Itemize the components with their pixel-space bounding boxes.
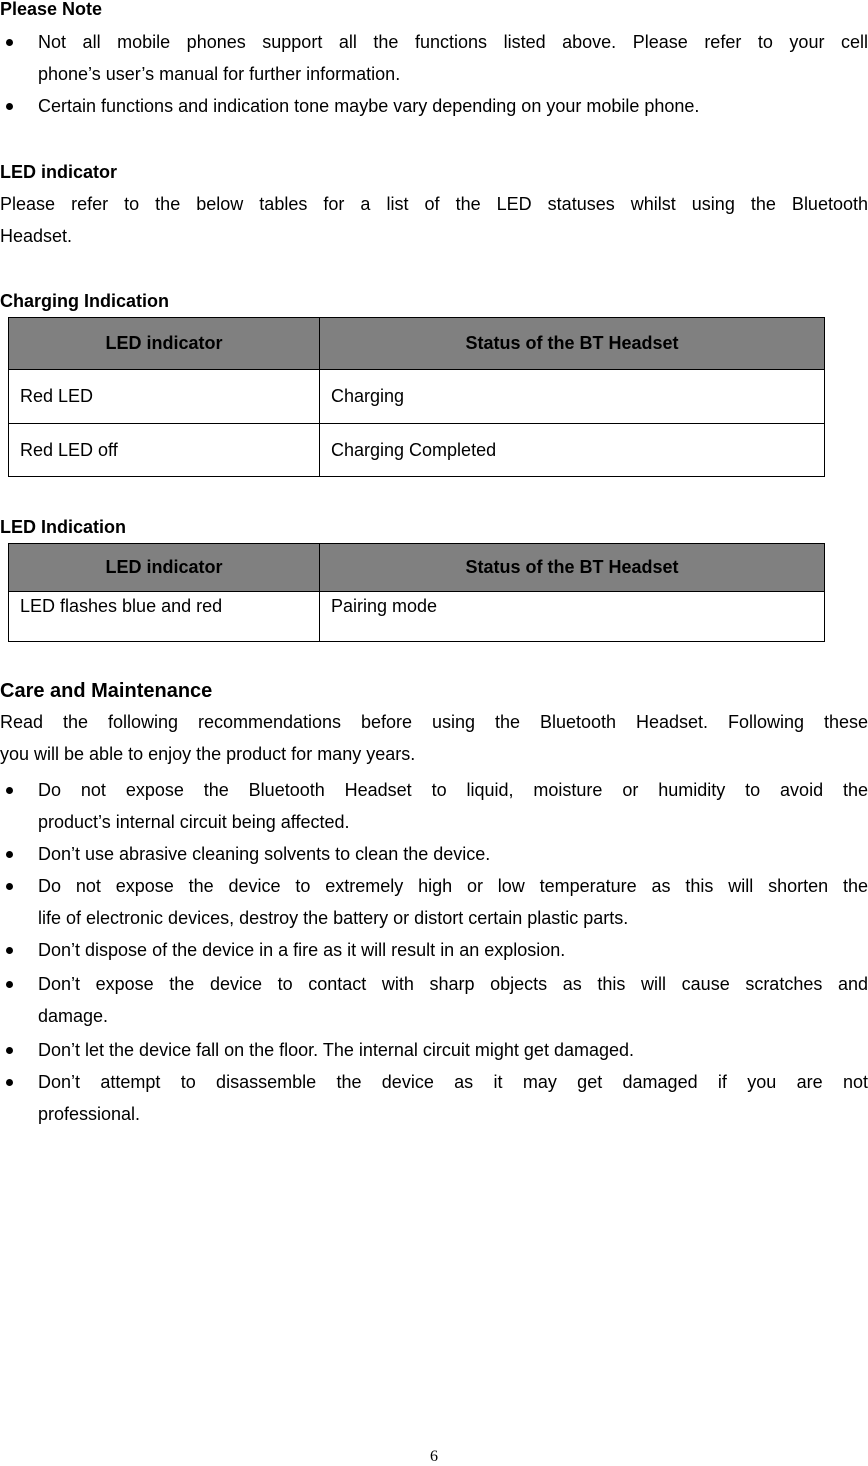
table-cell: Red LED off	[9, 424, 320, 477]
care-bullet-line: Do not expose the device to extremely high or low temperature as this will shorten the	[38, 876, 868, 896]
bullet-dot-icon	[6, 787, 13, 794]
table-header-row	[9, 544, 825, 592]
care-intro-paragraph	[0, 706, 868, 770]
note-bullet-line: Not all mobile phones support all the functions listed above. Please refer to your cell	[38, 32, 868, 52]
care-bullet-line: Don’t use abrasive cleaning solvents to clean the device.	[38, 844, 491, 864]
table-cell: Charging Completed	[320, 424, 825, 477]
bullet-dot-icon	[6, 103, 13, 110]
charging-table	[8, 317, 825, 477]
note-bullet-line: Certain functions and indication tone maybe vary depending on your mobile phone.	[38, 96, 700, 116]
bullet-dot-icon	[6, 1079, 13, 1086]
charging-indication-heading: Charging Indication	[0, 291, 169, 311]
page-number: 6	[430, 1448, 438, 1465]
bullet-dot-icon	[6, 851, 13, 858]
table-cell: Pairing mode	[320, 592, 825, 642]
column-header: Status of the BT Headset	[320, 318, 825, 370]
bullet-dot-icon	[6, 1047, 13, 1054]
care-bullet-line: Don’t attempt to disassemble the device as it may get damaged if you are not	[38, 1072, 868, 1092]
note-bullet-line: phone’s user’s manual for further information.	[38, 64, 401, 84]
bullet-dot-icon	[6, 39, 13, 46]
table-row	[9, 424, 825, 477]
care-bullet-line: professional.	[38, 1104, 141, 1124]
table-header-row	[9, 318, 825, 370]
bullet-dot-icon	[6, 981, 13, 988]
led-intro-paragraph	[0, 188, 868, 252]
care-bullet-line: Don’t dispose of the device in a fire as it will result in an explosion.	[38, 940, 566, 960]
care-intro-line: you will be able to enjoy the product for many years.	[0, 744, 416, 764]
column-header: Status of the BT Headset	[320, 544, 825, 592]
care-bullet-line: damage.	[38, 1006, 109, 1026]
care-bullet-line: Don’t expose the device to contact with sharp objects as this will cause scratches and	[38, 974, 868, 994]
care-intro-line: Read the following recommendations before using the Bluetooth Headset. Following these	[0, 712, 868, 732]
led-intro-line: Headset.	[0, 226, 73, 246]
please-note-heading: Please Note	[0, 0, 103, 19]
care-heading: Care and Maintenance	[0, 680, 213, 702]
care-bullet-line: Do not expose the Bluetooth Headset to liquid, moisture or humidity to avoid the	[38, 780, 868, 800]
bullet-dot-icon	[6, 947, 13, 954]
care-bullet-line: Don’t let the device fall on the floor. The internal circuit might get damaged.	[38, 1040, 635, 1060]
led-intro-line: Please refer to the below tables for a list of the LED statuses whilst using the Bluetooth	[0, 194, 868, 214]
table-row	[9, 592, 825, 642]
table-cell: LED flashes blue and red	[9, 592, 320, 642]
led-indicator-heading: LED indicator	[0, 162, 118, 182]
care-bullet-line: life of electronic devices, destroy the battery or distort certain plastic parts.	[38, 908, 629, 928]
led-indication-heading: LED Indication	[0, 517, 126, 537]
table-cell: Red LED	[9, 370, 320, 424]
table-cell: Charging	[320, 370, 825, 424]
care-bullet-line: product’s internal circuit being affected.	[38, 812, 350, 832]
led-indication-table	[8, 543, 825, 642]
bullet-dot-icon	[6, 883, 13, 890]
column-header: LED indicator	[9, 544, 320, 592]
table-row	[9, 370, 825, 424]
column-header: LED indicator	[9, 318, 320, 370]
